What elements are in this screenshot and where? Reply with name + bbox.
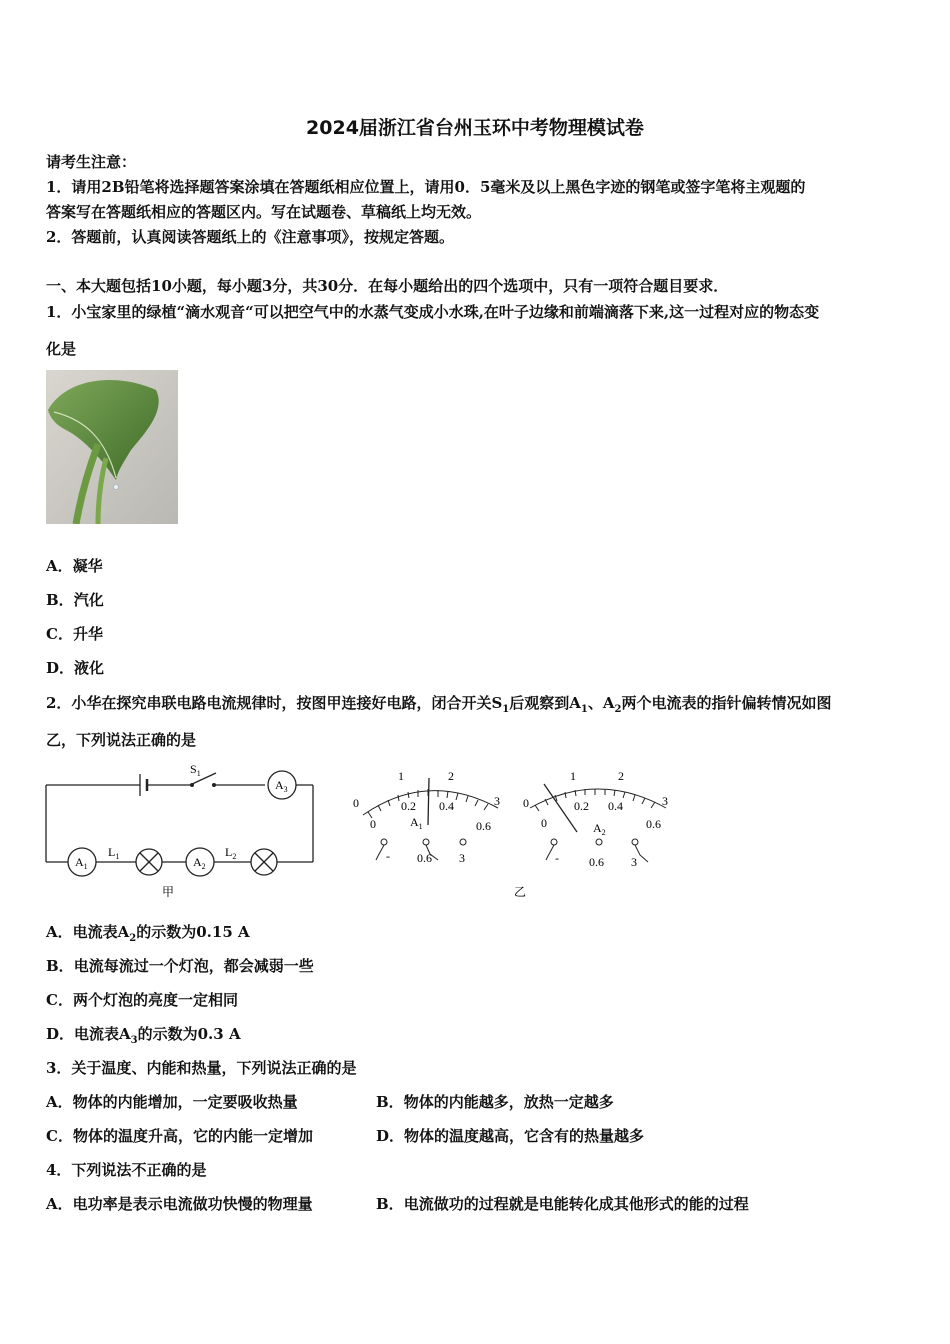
ammeter-a1-label: $A_1$ — [75, 855, 88, 871]
notice-item-1: 1．请用2B铅笔将选择题答案涂填在答题纸相应位置上，请用0．5毫米及以上黑色字迹的钢笔或签字笔将主观题的 — [46, 178, 806, 196]
notice-item-1-cont: 答案写在答题纸相应的答题区内。写在试题卷、草稿纸上均无效。 — [46, 203, 482, 221]
a1-label: $A_1$ — [410, 815, 423, 831]
ammeter-a3-label: $A_3$ — [275, 778, 288, 794]
ammeter-a2-label: $A_2$ — [193, 855, 206, 871]
a2-label: $A_2$ — [593, 821, 606, 837]
switch-label: $S_1$ — [190, 762, 201, 778]
a1-scale-bot-06: 0.6 — [476, 819, 491, 833]
a2-needle — [544, 784, 577, 832]
notice-heading: 请考生注意： — [46, 153, 137, 171]
q3-option-c: C．物体的温度升高，它的内能一定增加 — [46, 1127, 313, 1145]
a2-scale-bot-04: 0.4 — [608, 799, 623, 813]
a2-terminal-3: 3 — [631, 855, 637, 869]
a1-scale-top-1: 1 — [398, 769, 404, 783]
a1-scale-top-2: 2 — [448, 769, 454, 783]
notice-item-2: 2．答题前，认真阅读答题纸上的《注意事项》，按规定答题。 — [46, 228, 454, 246]
q1-option-a: A．凝华 — [46, 557, 103, 575]
q4-option-b: B．电流做功的过程就是电能转化成其他形式的能的过程 — [376, 1195, 749, 1213]
q3-option-b: B．物体的内能越多，放热一定越多 — [376, 1093, 614, 1111]
a2-scale-bot-0: 0 — [541, 816, 547, 830]
q4-option-a: A．电功率是表示电流做功快慢的物理量 — [46, 1195, 313, 1213]
a2-scale-bot-02: 0.2 — [574, 799, 589, 813]
q1-stem: 1．小宝家里的绿植“滴水观音“可以把空气中的水蒸气变成小水珠,在叶子边缘和前端滴落下来,这一过程对应的物态变 — [46, 303, 820, 321]
q3-option-d: D．物体的温度越高，它含有的热量越多 — [376, 1127, 645, 1145]
q2-option-b: B．电流每流过一个灯泡，都会减弱一些 — [46, 957, 314, 975]
figure-yi-label: 乙 — [514, 885, 527, 899]
q2-option-a: A．电流表$A_2$的示数为0.15 A — [46, 923, 250, 944]
a2-scale-top-2: 2 — [618, 769, 624, 783]
q1-option-b: B．汽化 — [46, 591, 104, 609]
a1-terminal-06: 0.6 — [417, 851, 432, 865]
figure-jia-label: 甲 — [162, 885, 175, 899]
a1-scale-bot-0: 0 — [370, 817, 376, 831]
a2-scale-top-0: 0 — [523, 796, 529, 810]
a2-terminal-minus: - — [555, 851, 559, 865]
q3-option-a: A．物体的内能增加，一定要吸收热量 — [46, 1093, 298, 1111]
a1-scale-top-0: 0 — [353, 796, 359, 810]
a2-scale-top-1: 1 — [570, 769, 576, 783]
a2-scale-bot-06: 0.6 — [646, 817, 661, 831]
a1-terminal-minus: - — [386, 849, 390, 863]
a2-scale-top-3: 3 — [662, 794, 668, 808]
a2-terminal-06: 0.6 — [589, 855, 604, 869]
section-heading: 一、本大题包括10小题，每小题3分，共30分．在每小题给出的四个选项中，只有一项符合题目要求． — [46, 277, 729, 295]
q2-stem: 2．小华在探究串联电路电流规律时，按图甲连接好电路，闭合开关$S_1$后观察到$A_1$、$A_2$两个电流表的指针偏转情况如图 — [46, 694, 832, 715]
circuit-diagram — [40, 760, 330, 905]
page-title: 2024届浙江省台州玉环中考物理模试卷 — [306, 117, 644, 139]
q3-stem: 3．关于温度、内能和热量，下列说法正确的是 — [46, 1059, 357, 1077]
q1-option-d: D．液化 — [46, 659, 105, 677]
ammeter-dials — [348, 760, 688, 905]
q1-stem-cont: 化是 — [46, 340, 77, 358]
q2-stem-cont: 乙，下列说法正确的是 — [46, 731, 197, 749]
a1-needle — [428, 778, 429, 825]
q1-option-c: C．升华 — [46, 625, 103, 643]
q4-stem: 4．下列说法不正确的是 — [46, 1161, 207, 1179]
a1-scale-bot-04: 0.4 — [439, 799, 454, 813]
q2-option-d: D．电流表$A_3$的示数为0.3 A — [46, 1025, 241, 1046]
a1-terminal-3: 3 — [459, 851, 465, 865]
lamp-l1-label: $L_1$ — [108, 845, 120, 861]
leaf-photo — [46, 370, 178, 524]
a1-scale-bot-02: 0.2 — [401, 799, 416, 813]
q2-option-c: C．两个灯泡的亮度一定相同 — [46, 991, 238, 1009]
a1-scale-top-3: 3 — [494, 794, 500, 808]
lamp-l2-label: $L_2$ — [225, 845, 237, 861]
